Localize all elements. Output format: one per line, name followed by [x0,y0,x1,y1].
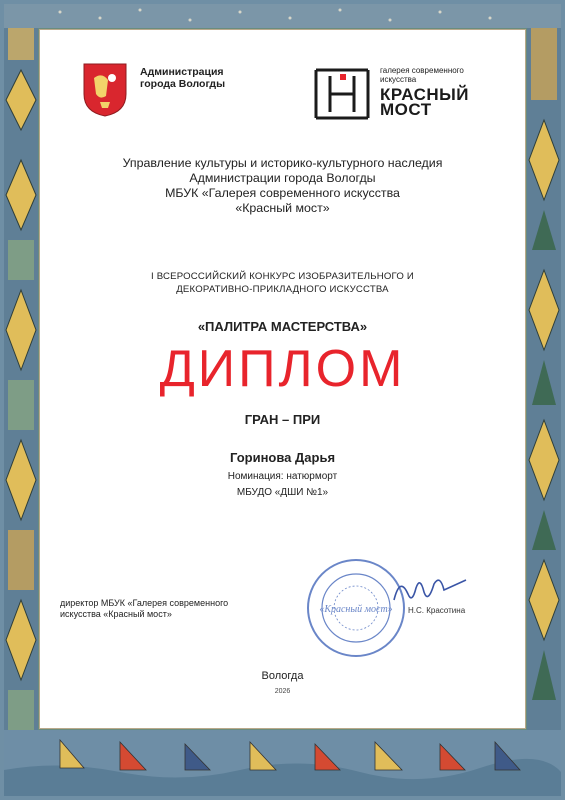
gallery-line-1: галерея современного [380,66,464,75]
left-border-panel [4,4,38,796]
award-title: ГРАН – ПРИ [244,412,321,427]
recipient-name: Горинова Дарья [229,450,336,465]
admin-logo-text [140,66,225,90]
contest-line-1: I ВСЕРОССИЙСКИЙ КОНКУРС ИЗОБРАЗИТЕЛЬНОГО И [151,271,414,282]
top-border-strip [4,4,561,28]
organizer-line-3: МБУК «Галерея современного искусства [165,186,400,200]
gallery-logo-text [380,66,469,117]
admin-line-2: города Вологды [140,78,226,90]
contest-title [40,270,525,296]
admin-line-1: Администрация [140,66,224,78]
organizer-line-1: Управление культуры и историко-культурного наследия [122,156,443,170]
diploma-title: ДИПЛОМ [159,340,406,398]
stamp-text: «Красный мост» [319,604,393,615]
signatory-position [60,598,228,620]
signatory-line-1: директор МБУК «Галерея современного [60,598,229,608]
signatory-name: Н.С. Красотина [408,606,466,615]
signatory-line-2: искусства «Красный мост» [60,609,172,619]
nomination: Номинация: натюрморт [227,471,338,482]
gallery-line-2: искусства [380,75,417,84]
city-name: Вологда [261,670,304,682]
coat-of-arms-icon [82,62,128,118]
gallery-logo-icon [312,66,372,122]
year: 2026 [274,688,291,695]
school-name: МБУДО «ДШИ №1» [236,487,329,498]
contest-line-2: ДЕКОРАТИВНО-ПРИКЛАДНОГО ИСКУССТВА [176,284,389,295]
gallery-name-1: КРАСНЫЙ [380,85,469,104]
organizer-line-4: «Красный мост» [235,201,330,215]
handwritten-signature [390,570,470,610]
gallery-name-2: МОСТ [380,100,432,119]
organizer-line-2: Администрации города Вологды [189,171,376,185]
right-border-panel [527,4,561,796]
bottom-border-boats [4,730,561,796]
contest-name: «ПАЛИТРА МАСТЕРСТВА» [197,319,368,334]
organizers-block [40,156,525,216]
diploma-sheet [40,30,525,728]
